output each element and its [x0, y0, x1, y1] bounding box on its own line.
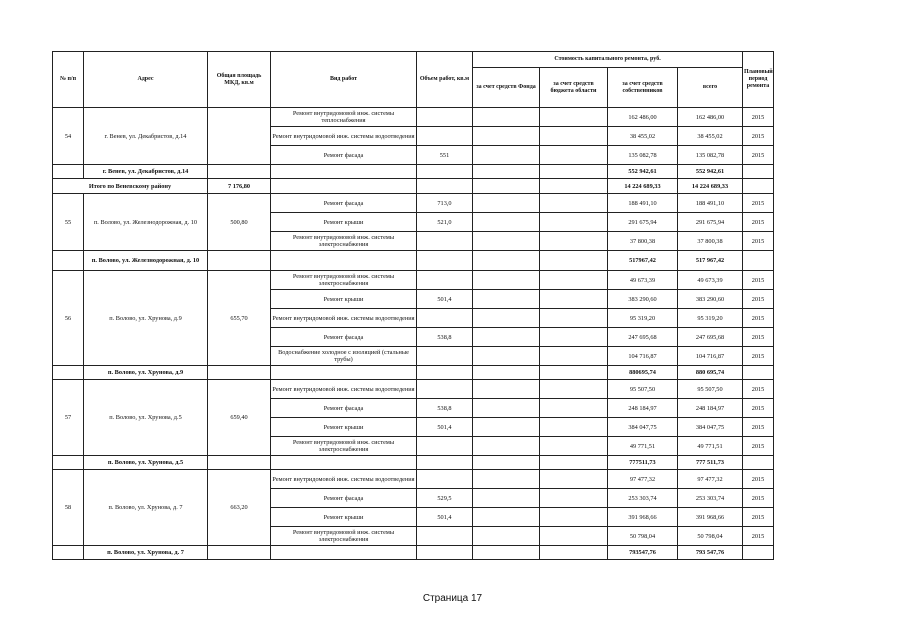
- owners-cell: 291 675,94: [608, 213, 678, 232]
- header-period: Плановый период ремонта: [743, 52, 774, 108]
- area-cell: 500,80: [208, 194, 271, 251]
- period-cell: 2015: [743, 508, 774, 527]
- subtotal-area: [208, 456, 271, 470]
- owners-cell: 49 673,39: [608, 271, 678, 290]
- subtotal-area: [208, 165, 271, 179]
- total-cell: 247 695,68: [678, 328, 743, 347]
- region-cell: [540, 328, 608, 347]
- volume-cell: 551: [417, 146, 473, 165]
- work-type-cell: Ремонт внутридомовой инж. системы водоотведения: [271, 309, 417, 328]
- owners-cell: 248 184,97: [608, 399, 678, 418]
- subtotal-period: [743, 366, 774, 380]
- address-cell: п. Волово, ул. Хрунова, д. 7: [84, 470, 208, 546]
- address-cell: п. Волово, ул. Железнодорожная, д. 10: [84, 194, 208, 251]
- header-fund: за счет средств Фонда: [473, 68, 540, 108]
- total-cell: 37 800,38: [678, 232, 743, 251]
- header-volume: Объем работ, кв.м: [417, 52, 473, 108]
- fund-cell: [473, 232, 540, 251]
- owners-cell: 38 455,02: [608, 127, 678, 146]
- total-cell: 383 290,60: [678, 290, 743, 309]
- subtotal-label: п. Волово, ул. Железнодорожная, д. 10: [84, 251, 208, 271]
- period-cell: 2015: [743, 527, 774, 546]
- fund-cell: [473, 290, 540, 309]
- subtotal-row: [53, 165, 774, 179]
- total-cell: 248 184,97: [678, 399, 743, 418]
- period-cell: 2015: [743, 213, 774, 232]
- subtotal-fund: [473, 165, 540, 179]
- work-type-cell: Ремонт внутридомовой инж. системы электроснабжения: [271, 437, 417, 456]
- subtotal-label: п. Волово, ул. Хрунова, д.5: [84, 456, 208, 470]
- subtotal-volume: [417, 456, 473, 470]
- region-cell: [540, 470, 608, 489]
- region-cell: [540, 380, 608, 399]
- subtotal-fund: [473, 251, 540, 271]
- owners-cell: 95 319,20: [608, 309, 678, 328]
- header-num: № п/п: [53, 52, 84, 108]
- subtotal-area: [208, 366, 271, 380]
- subtotal-row: [53, 546, 774, 560]
- total-cell: 50 798,04: [678, 527, 743, 546]
- owners-cell: 391 968,66: [608, 508, 678, 527]
- work-type-cell: Ремонт фасада: [271, 146, 417, 165]
- total-cell: 104 716,87: [678, 347, 743, 366]
- region-cell: [540, 508, 608, 527]
- item-number: 56: [53, 271, 84, 366]
- work-type-cell: Ремонт внутридомовой инж. системы электроснабжения: [271, 527, 417, 546]
- district-total-region: [540, 179, 608, 194]
- area-cell: 655,70: [208, 271, 271, 366]
- region-cell: [540, 108, 608, 127]
- subtotal-owners: 793547,76: [608, 546, 678, 560]
- volume-cell: 501,4: [417, 418, 473, 437]
- item-number: 54: [53, 108, 84, 165]
- item-number: 55: [53, 194, 84, 251]
- work-type-cell: Ремонт крыши: [271, 508, 417, 527]
- table-row: [53, 271, 774, 290]
- total-cell: 38 455,02: [678, 127, 743, 146]
- subtotal-total: 552 942,61: [678, 165, 743, 179]
- subtotal-region: [540, 546, 608, 560]
- work-type-cell: Ремонт внутридомовой инж. системы водоотведения: [271, 470, 417, 489]
- district-total-period: [743, 179, 774, 194]
- total-cell: 135 082,78: [678, 146, 743, 165]
- subtotal-work: [271, 546, 417, 560]
- region-cell: [540, 127, 608, 146]
- total-cell: 49 673,39: [678, 271, 743, 290]
- district-total-row: [53, 179, 774, 194]
- subtotal-period: [743, 165, 774, 179]
- owners-cell: 384 047,75: [608, 418, 678, 437]
- period-cell: 2015: [743, 437, 774, 456]
- fund-cell: [473, 437, 540, 456]
- volume-cell: 521,0: [417, 213, 473, 232]
- fund-cell: [473, 271, 540, 290]
- period-cell: 2015: [743, 380, 774, 399]
- subtotal-row: [53, 366, 774, 380]
- header-address: Адрес: [84, 52, 208, 108]
- subtotal-total: 880 695,74: [678, 366, 743, 380]
- subtotal-fund: [473, 366, 540, 380]
- subtotal-spacer: [53, 546, 84, 560]
- volume-cell: 713,0: [417, 194, 473, 213]
- owners-cell: 97 477,32: [608, 470, 678, 489]
- fund-cell: [473, 347, 540, 366]
- volume-cell: 538,8: [417, 328, 473, 347]
- subtotal-owners: 777511,73: [608, 456, 678, 470]
- district-total-owners: 14 224 689,33: [608, 179, 678, 194]
- period-cell: 2015: [743, 290, 774, 309]
- period-cell: 2015: [743, 127, 774, 146]
- region-cell: [540, 527, 608, 546]
- fund-cell: [473, 194, 540, 213]
- subtotal-fund: [473, 546, 540, 560]
- work-type-cell: Ремонт фасада: [271, 489, 417, 508]
- volume-cell: 501,4: [417, 508, 473, 527]
- total-cell: 291 675,94: [678, 213, 743, 232]
- period-cell: 2015: [743, 399, 774, 418]
- total-cell: 97 477,32: [678, 470, 743, 489]
- region-cell: [540, 437, 608, 456]
- subtotal-volume: [417, 165, 473, 179]
- subtotal-row: [53, 251, 774, 271]
- work-type-cell: Ремонт крыши: [271, 213, 417, 232]
- fund-cell: [473, 508, 540, 527]
- region-cell: [540, 347, 608, 366]
- period-cell: 2015: [743, 418, 774, 437]
- header-cost-group: Стоимость капитального ремонта, руб.: [473, 52, 743, 68]
- header-area: Общая площадь МКД, кв.м: [208, 52, 271, 108]
- address-cell: п. Волово, ул. Хрунова, д.9: [84, 271, 208, 366]
- region-cell: [540, 213, 608, 232]
- fund-cell: [473, 470, 540, 489]
- volume-cell: [417, 437, 473, 456]
- period-cell: 2015: [743, 146, 774, 165]
- subtotal-period: [743, 546, 774, 560]
- subtotal-spacer: [53, 165, 84, 179]
- fund-cell: [473, 146, 540, 165]
- header-owners: за счет средств собственников: [608, 68, 678, 108]
- subtotal-owners: 517967,42: [608, 251, 678, 271]
- fund-cell: [473, 418, 540, 437]
- volume-cell: [417, 347, 473, 366]
- fund-cell: [473, 527, 540, 546]
- item-number: 57: [53, 380, 84, 456]
- table-row: [53, 380, 774, 399]
- subtotal-work: [271, 366, 417, 380]
- subtotal-owners: 552 942,61: [608, 165, 678, 179]
- subtotal-work: [271, 251, 417, 271]
- subtotal-period: [743, 456, 774, 470]
- subtotal-work: [271, 456, 417, 470]
- total-cell: 95 319,20: [678, 309, 743, 328]
- owners-cell: 104 716,87: [608, 347, 678, 366]
- total-cell: 253 303,74: [678, 489, 743, 508]
- region-cell: [540, 290, 608, 309]
- table-row: [53, 108, 774, 127]
- subtotal-label: п. Волово, ул. Хрунова, д. 7: [84, 546, 208, 560]
- owners-cell: 135 082,78: [608, 146, 678, 165]
- period-cell: 2015: [743, 328, 774, 347]
- region-cell: [540, 271, 608, 290]
- region-cell: [540, 194, 608, 213]
- work-type-cell: Ремонт крыши: [271, 418, 417, 437]
- volume-cell: [417, 271, 473, 290]
- owners-cell: 95 507,50: [608, 380, 678, 399]
- subtotal-fund: [473, 456, 540, 470]
- fund-cell: [473, 108, 540, 127]
- volume-cell: [417, 127, 473, 146]
- volume-cell: 529,5: [417, 489, 473, 508]
- item-number: 58: [53, 470, 84, 546]
- owners-cell: 188 491,10: [608, 194, 678, 213]
- volume-cell: 501,4: [417, 290, 473, 309]
- region-cell: [540, 309, 608, 328]
- volume-cell: [417, 108, 473, 127]
- fund-cell: [473, 399, 540, 418]
- fund-cell: [473, 309, 540, 328]
- fund-cell: [473, 213, 540, 232]
- subtotal-region: [540, 251, 608, 271]
- period-cell: 2015: [743, 470, 774, 489]
- subtotal-region: [540, 456, 608, 470]
- work-type-cell: Ремонт фасада: [271, 328, 417, 347]
- period-cell: 2015: [743, 271, 774, 290]
- work-type-cell: Водоснабжение холодное с изоляцией (стальные трубы): [271, 347, 417, 366]
- area-cell: 663,20: [208, 470, 271, 546]
- area-cell: 659,40: [208, 380, 271, 456]
- subtotal-region: [540, 366, 608, 380]
- period-cell: 2015: [743, 347, 774, 366]
- work-type-cell: Ремонт внутридомовой инж. системы теплоснабжения: [271, 108, 417, 127]
- subtotal-total: 793 547,76: [678, 546, 743, 560]
- total-cell: 162 486,00: [678, 108, 743, 127]
- district-total-work: [271, 179, 417, 194]
- subtotal-work: [271, 165, 417, 179]
- region-cell: [540, 399, 608, 418]
- volume-cell: [417, 232, 473, 251]
- table-row: [53, 470, 774, 489]
- fund-cell: [473, 328, 540, 347]
- subtotal-spacer: [53, 456, 84, 470]
- owners-cell: 253 303,74: [608, 489, 678, 508]
- period-cell: 2015: [743, 489, 774, 508]
- period-cell: 2015: [743, 108, 774, 127]
- subtotal-volume: [417, 546, 473, 560]
- header-region: за счет средств бюджета области: [540, 68, 608, 108]
- work-type-cell: Ремонт внутридомовой инж. системы электроснабжения: [271, 271, 417, 290]
- district-total-volume: [417, 179, 473, 194]
- owners-cell: 247 695,68: [608, 328, 678, 347]
- work-type-cell: Ремонт фасада: [271, 399, 417, 418]
- owners-cell: 383 290,60: [608, 290, 678, 309]
- region-cell: [540, 146, 608, 165]
- owners-cell: 162 486,00: [608, 108, 678, 127]
- subtotal-label: п. Волово, ул. Хрунова, д.9: [84, 366, 208, 380]
- work-type-cell: Ремонт внутридомовой инж. системы водоотведения: [271, 127, 417, 146]
- period-cell: 2015: [743, 194, 774, 213]
- subtotal-label: г. Венев, ул. Декабристов, д.14: [84, 165, 208, 179]
- owners-cell: 50 798,04: [608, 527, 678, 546]
- total-cell: 95 507,50: [678, 380, 743, 399]
- work-type-cell: Ремонт внутридомовой инж. системы электроснабжения: [271, 232, 417, 251]
- header-total: всего: [678, 68, 743, 108]
- total-cell: 391 968,66: [678, 508, 743, 527]
- work-type-cell: Ремонт крыши: [271, 290, 417, 309]
- region-cell: [540, 232, 608, 251]
- district-total-total: 14 224 689,33: [678, 179, 743, 194]
- period-cell: 2015: [743, 309, 774, 328]
- total-cell: 188 491,10: [678, 194, 743, 213]
- fund-cell: [473, 489, 540, 508]
- volume-cell: [417, 309, 473, 328]
- area-cell: [208, 108, 271, 165]
- region-cell: [540, 418, 608, 437]
- work-type-cell: Ремонт внутридомовой инж. системы водоотведения: [271, 380, 417, 399]
- work-type-cell: Ремонт фасада: [271, 194, 417, 213]
- volume-cell: [417, 527, 473, 546]
- total-cell: 384 047,75: [678, 418, 743, 437]
- subtotal-row: [53, 456, 774, 470]
- volume-cell: [417, 470, 473, 489]
- total-cell: 49 771,51: [678, 437, 743, 456]
- fund-cell: [473, 127, 540, 146]
- capital-repair-table: [52, 51, 774, 560]
- subtotal-area: [208, 546, 271, 560]
- subtotal-volume: [417, 251, 473, 271]
- page-number: Страница 17: [422, 593, 483, 604]
- subtotal-spacer: [53, 251, 84, 271]
- district-total-label: Итого по Веневскому району: [53, 179, 208, 194]
- period-cell: 2015: [743, 232, 774, 251]
- header-work-type: Вид работ: [271, 52, 417, 108]
- address-cell: п. Волово, ул. Хрунова, д.5: [84, 380, 208, 456]
- subtotal-area: [208, 251, 271, 271]
- volume-cell: [417, 380, 473, 399]
- owners-cell: 49 771,51: [608, 437, 678, 456]
- district-total-fund: [473, 179, 540, 194]
- address-cell: г. Венев, ул. Декабристов, д.14: [84, 108, 208, 165]
- owners-cell: 37 800,38: [608, 232, 678, 251]
- fund-cell: [473, 380, 540, 399]
- subtotal-owners: 880695,74: [608, 366, 678, 380]
- subtotal-total: 777 511,73: [678, 456, 743, 470]
- subtotal-region: [540, 165, 608, 179]
- table-row: [53, 194, 774, 213]
- district-total-area: 7 176,80: [208, 179, 271, 194]
- volume-cell: 538,8: [417, 399, 473, 418]
- subtotal-total: 517 967,42: [678, 251, 743, 271]
- subtotal-period: [743, 251, 774, 271]
- subtotal-spacer: [53, 366, 84, 380]
- region-cell: [540, 489, 608, 508]
- subtotal-volume: [417, 366, 473, 380]
